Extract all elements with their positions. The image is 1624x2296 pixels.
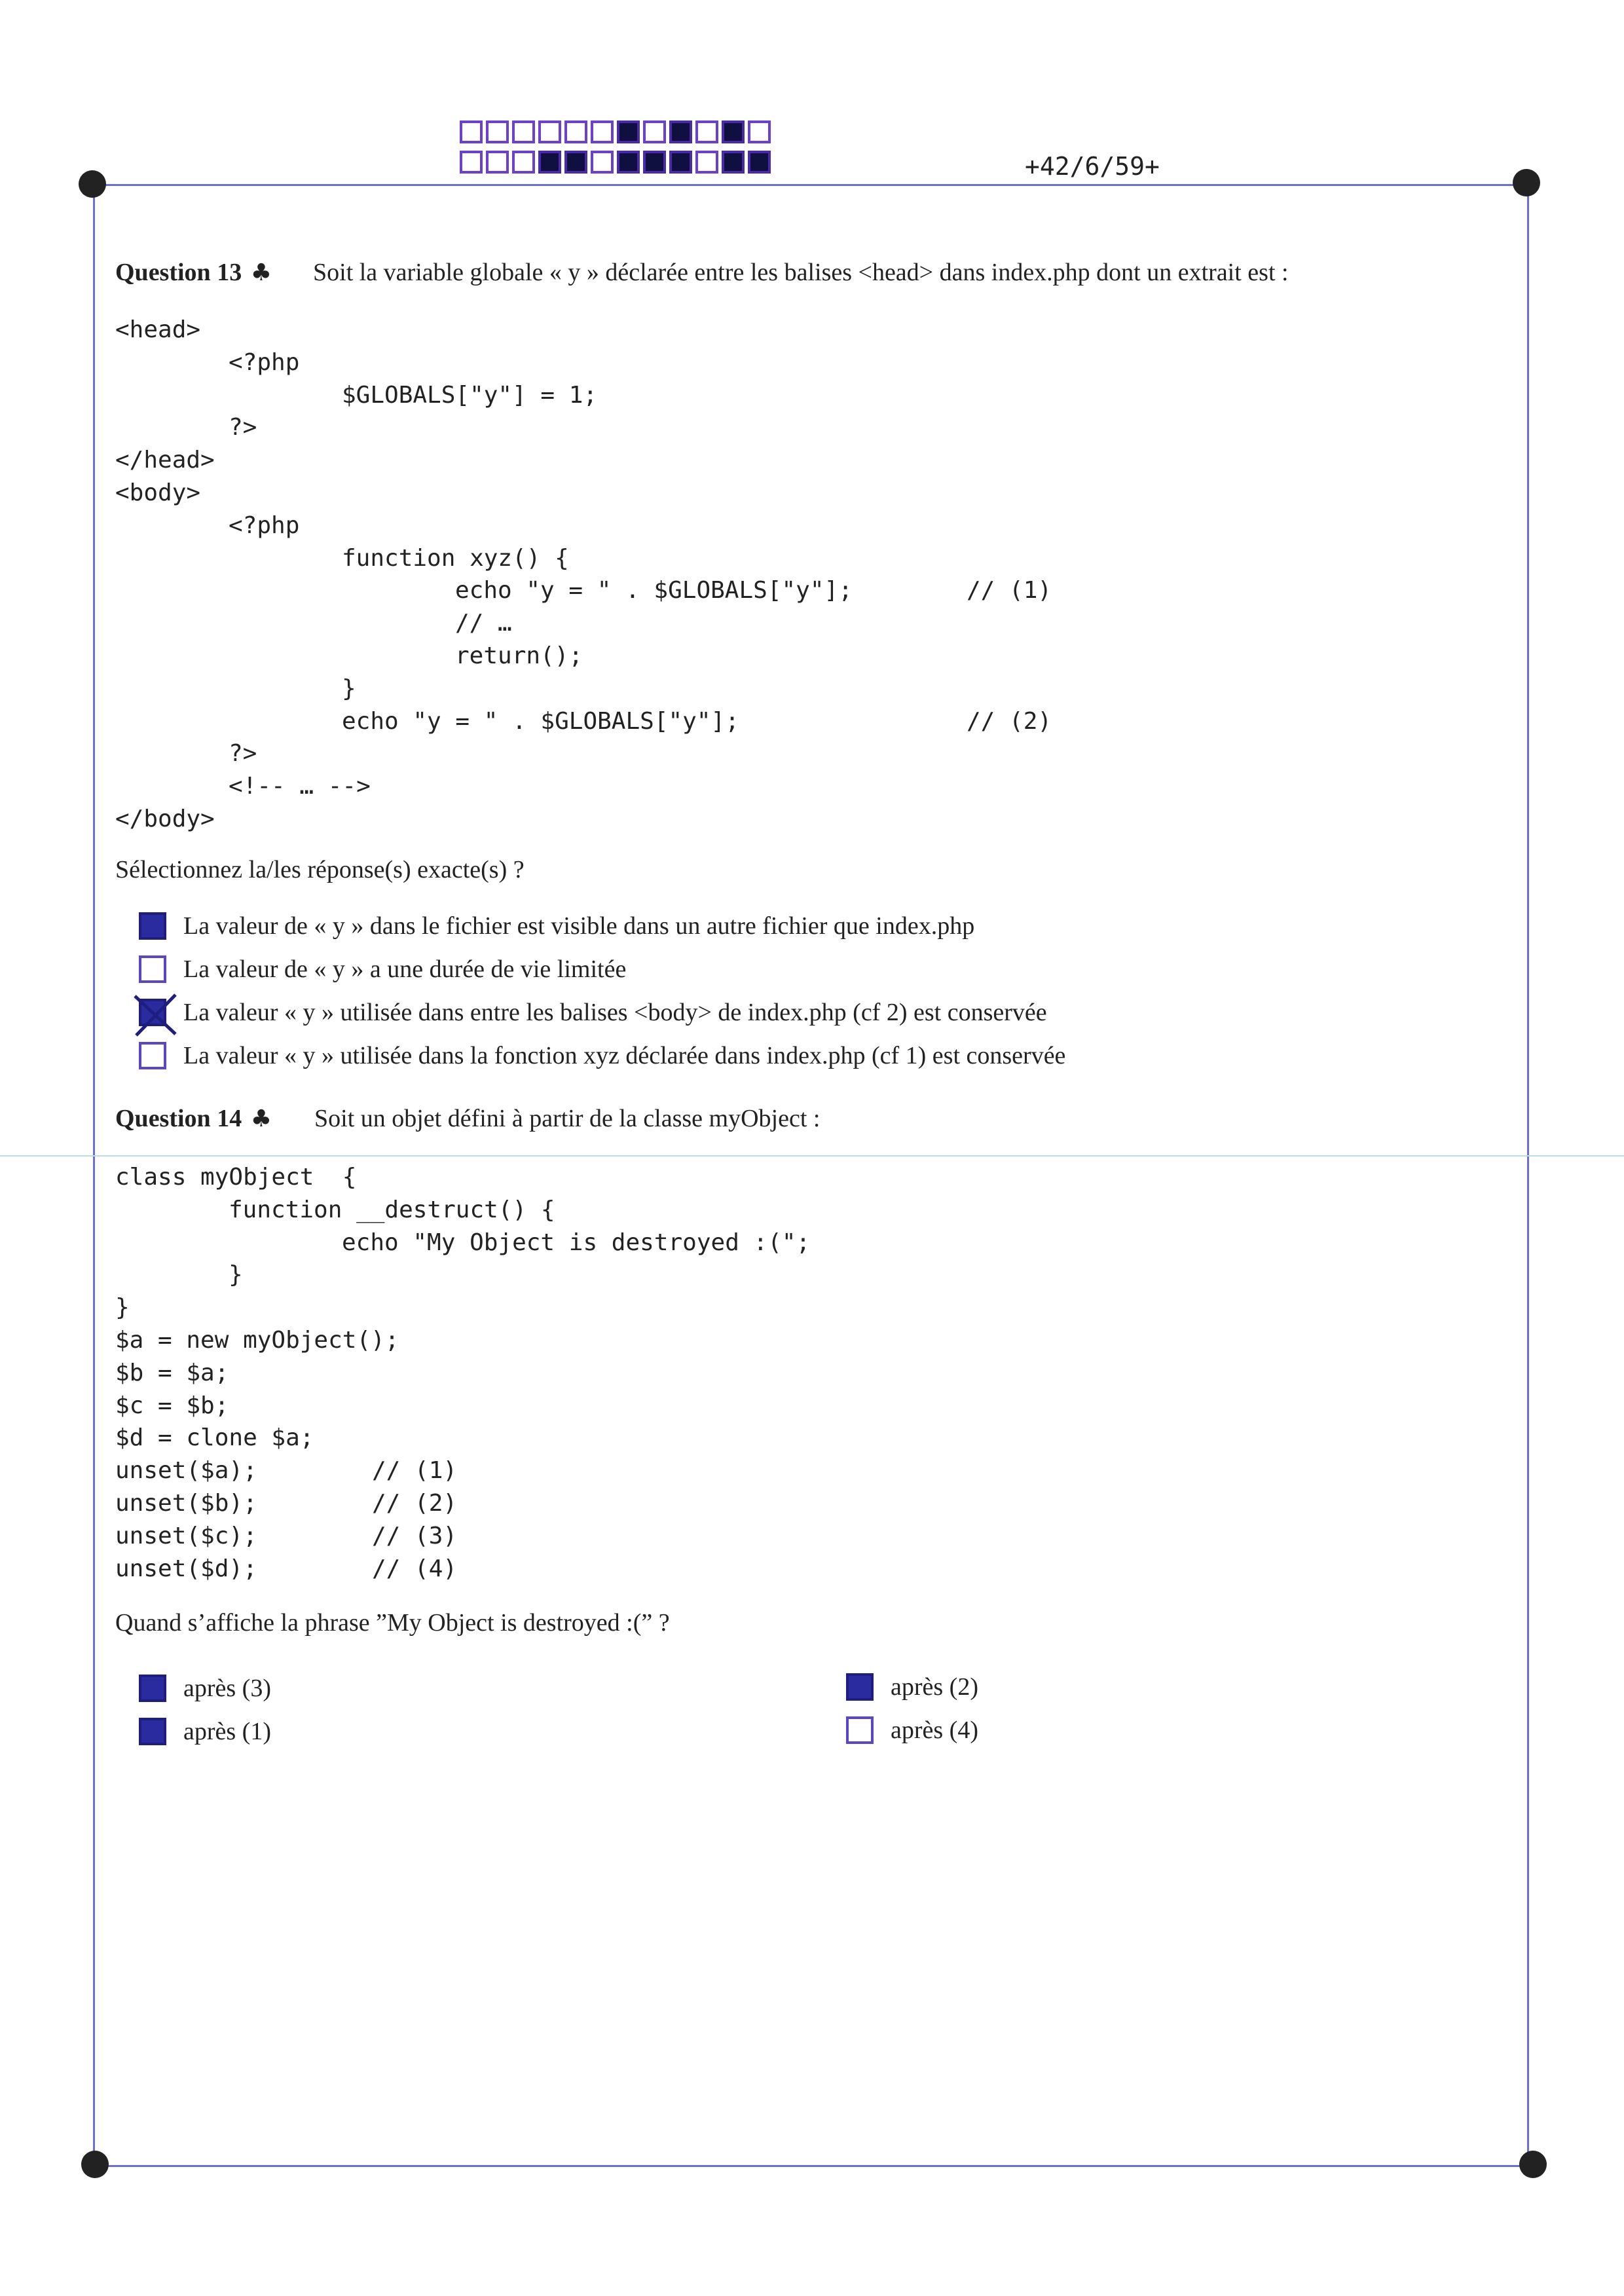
- code-text: $c = $b;: [115, 1392, 229, 1419]
- corner-mark-bottom-left: [81, 2151, 109, 2178]
- barcode-cell: [591, 120, 614, 143]
- code-text: ?>: [229, 414, 257, 441]
- answer-label: La valeur « y » utilisée dans entre les balises <body> de index.php (cf 2) est conservée: [183, 999, 1047, 1026]
- barcode-cell: [748, 120, 771, 143]
- code-text: unset($d);: [115, 1555, 257, 1582]
- barcode-cell: [564, 120, 587, 143]
- code-text: echo "My Object is destroyed :(";: [342, 1229, 811, 1256]
- answer-label: après (4): [891, 1716, 978, 1744]
- barcode-cell: [617, 151, 640, 174]
- barcode-cell: [564, 151, 587, 174]
- answer-checkbox[interactable]: [139, 1042, 166, 1069]
- code-comment: // (2): [967, 707, 1052, 735]
- answer-checkbox[interactable]: [139, 912, 166, 940]
- code-text: $a = new myObject();: [115, 1326, 399, 1354]
- code-text: unset($b);: [115, 1489, 257, 1517]
- answer-label: La valeur de « y » a une durée de vie limitée: [183, 955, 627, 983]
- barcode-cell: [669, 120, 692, 143]
- answer-choice[interactable]: [139, 1674, 271, 1703]
- barcode-cell: [643, 151, 666, 174]
- answer-checkbox[interactable]: [846, 1716, 874, 1744]
- barcode-cell: [617, 120, 640, 143]
- code-text: <?php: [229, 511, 300, 539]
- barcode-row-1: [460, 120, 774, 143]
- code-text: return();: [455, 642, 583, 669]
- answer-choice[interactable]: [139, 998, 1047, 1027]
- code-text: }: [115, 1294, 130, 1322]
- answer-choice[interactable]: [139, 1041, 1065, 1070]
- code-text: <head>: [115, 316, 201, 343]
- barcode-cell: [486, 120, 509, 143]
- code-text: unset($a);: [115, 1457, 257, 1485]
- code-text: $b = $a;: [115, 1359, 229, 1386]
- code-text: class myObject {: [115, 1164, 357, 1191]
- barcode-cell: [460, 151, 483, 174]
- frame-top: [93, 184, 1527, 186]
- code-comment: // (2): [372, 1489, 458, 1517]
- question-14-prompt: Quand s’affiche la phrase ”My Object is destroyed :(” ?: [115, 1609, 670, 1637]
- barcode-cell: [748, 151, 771, 174]
- barcode-cell: [512, 151, 535, 174]
- answer-checkbox[interactable]: [846, 1673, 874, 1701]
- answer-label: après (1): [183, 1718, 271, 1745]
- barcode-cell: [460, 120, 483, 143]
- question-13-text: Soit la variable globale « y » déclarée entre les balises <head> dans index.php dont un extrait est :: [313, 259, 1289, 286]
- barcode-cell: [722, 120, 745, 143]
- barcode-row-2: [460, 151, 774, 174]
- barcode-cell: [695, 120, 718, 143]
- code-text: </body>: [115, 805, 215, 832]
- answer-label: La valeur de « y » dans le fichier est visible dans un autre fichier que index.php: [183, 912, 975, 940]
- code-text: }: [342, 675, 356, 702]
- code-text: $GLOBALS["y"] = 1;: [342, 381, 598, 409]
- question-14-text: Soit un objet défini à partir de la classe myObject :: [314, 1105, 821, 1132]
- code-text: <!-- … -->: [229, 773, 371, 800]
- code-comment: // (1): [372, 1457, 458, 1485]
- answer-choice[interactable]: [139, 955, 626, 984]
- club-icon: ♣: [250, 259, 272, 286]
- answer-choice[interactable]: [139, 1717, 271, 1746]
- cross-out-icon: [131, 992, 179, 1038]
- barcode-cell: [695, 151, 718, 174]
- code-text: }: [229, 1261, 243, 1289]
- scan-artifact-line: [0, 1155, 1624, 1157]
- answer-choice[interactable]: [139, 912, 974, 940]
- question-14-header: [115, 1104, 272, 1133]
- barcode-cell: [591, 151, 614, 174]
- code-text: </head>: [115, 447, 215, 474]
- answer-checkbox[interactable]: [139, 955, 166, 983]
- code-text: ?>: [229, 740, 257, 768]
- code-text: // …: [455, 610, 512, 637]
- frame-right: [1527, 184, 1529, 2166]
- corner-mark-top-left: [79, 170, 106, 198]
- corner-mark-bottom-right: [1519, 2151, 1547, 2178]
- code-text: echo "y = " . $GLOBALS["y"];: [455, 577, 853, 604]
- question-13-label: Question 13: [115, 259, 242, 286]
- frame-left: [93, 184, 95, 2166]
- question-13-prompt: Sélectionnez la/les réponse(s) exacte(s) ?: [115, 856, 525, 883]
- code-text: function xyz() {: [342, 544, 569, 572]
- barcode-cell: [643, 120, 666, 143]
- code-text: <body>: [115, 479, 201, 506]
- barcode-cell: [722, 151, 745, 174]
- code-text: <?php: [229, 348, 300, 376]
- barcode-cell: [538, 120, 561, 143]
- barcode-cell: [512, 120, 535, 143]
- question-14-label: Question 14: [115, 1105, 242, 1132]
- code-text: echo "y = " . $GLOBALS["y"];: [342, 707, 739, 735]
- answer-label: La valeur « y » utilisée dans la fonction xyz déclarée dans index.php (cf 1) est conservée: [183, 1042, 1066, 1069]
- answer-choice[interactable]: [846, 1673, 978, 1701]
- club-icon: ♣: [250, 1105, 272, 1132]
- page-code: +42/6/59+: [1025, 152, 1160, 181]
- code-text: unset($c);: [115, 1522, 257, 1549]
- barcode-cell: [486, 151, 509, 174]
- code-comment: // (3): [372, 1522, 458, 1549]
- code-text: $d = clone $a;: [115, 1424, 314, 1452]
- code-comment: // (1): [967, 577, 1052, 604]
- barcode-cell: [538, 151, 561, 174]
- question-13-header: [115, 258, 272, 287]
- answer-label: après (2): [891, 1673, 978, 1701]
- code-comment: // (4): [372, 1555, 458, 1582]
- code-text: function __destruct() {: [229, 1196, 555, 1223]
- answer-checkbox[interactable]: [139, 999, 166, 1026]
- answer-checkbox[interactable]: [139, 1675, 166, 1702]
- answer-choice[interactable]: [846, 1716, 978, 1745]
- barcode-cell: [669, 151, 692, 174]
- answer-checkbox[interactable]: [139, 1718, 166, 1745]
- answer-label: après (3): [183, 1675, 271, 1702]
- frame-bottom: [93, 2165, 1534, 2167]
- corner-mark-top-right: [1513, 169, 1540, 196]
